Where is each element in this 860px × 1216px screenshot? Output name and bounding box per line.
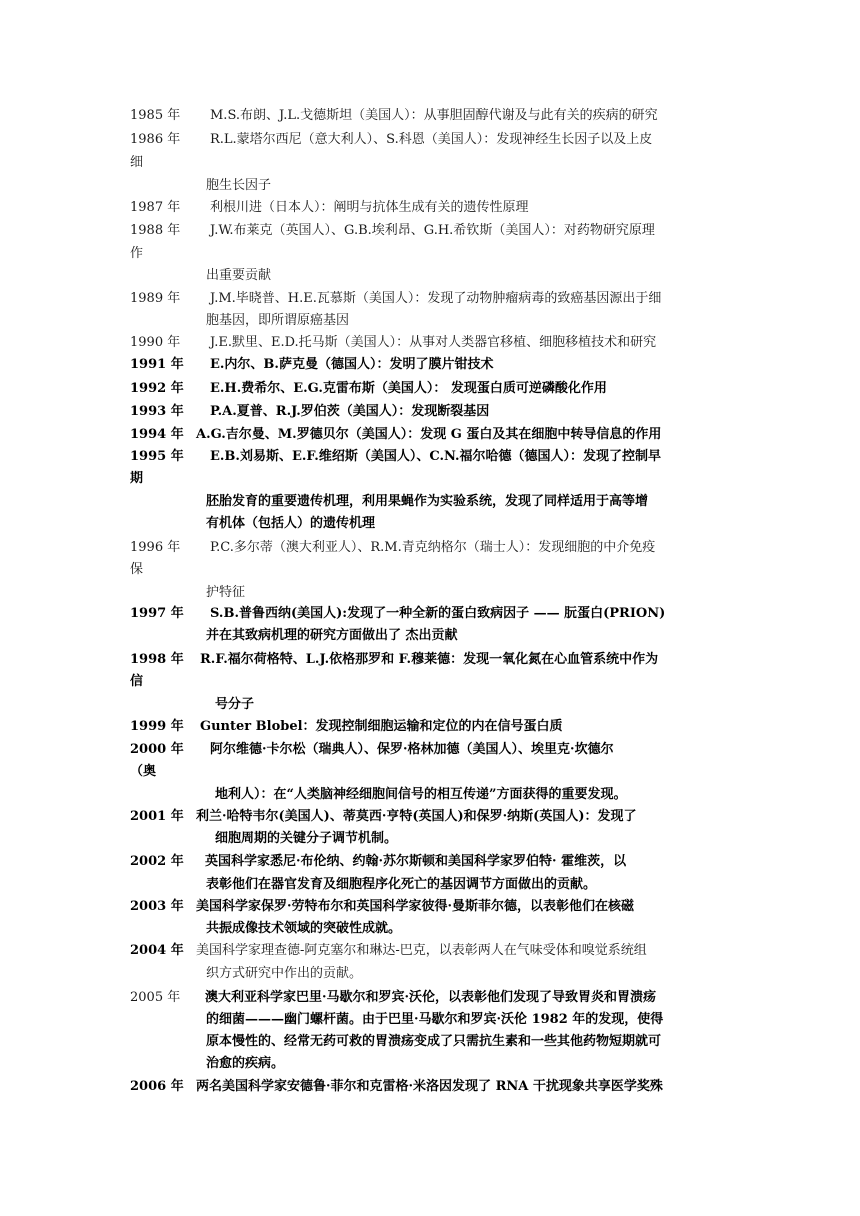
- entry-year: 1997 年: [130, 606, 184, 621]
- entry-text: R.F.福尔荷格特、L.J.依格那罗和 F.穆莱德：发现一氧化氮在心血管系统中作为: [200, 652, 659, 667]
- entry-text-continued: 的细菌———幽门螺杆菌。由于巴里·马歇尔和罗宾·沃伦 1982 年的发现，使得: [206, 1012, 664, 1027]
- entry-year: 1995 年: [130, 449, 184, 464]
- entry-year: 1985 年: [130, 108, 181, 123]
- entry-year: 2002 年: [130, 854, 184, 869]
- entry-text-wrap: 保: [130, 562, 144, 577]
- entry-text-continued: 有机体（包括人）的遗传机理: [206, 516, 376, 531]
- entry-year: 2000 年: [130, 742, 184, 757]
- entry-text: E.B.刘易斯、E.F.维绍斯（美国人）、C.N.福尔哈德（德国人）：发现了控制早: [210, 449, 662, 464]
- entry-year: 2006 年: [130, 1079, 184, 1094]
- entry-text-continued: 胞基因，即所谓原癌基因: [206, 313, 350, 328]
- entry-text: 美国科学家保罗·劳特布尔和英国科学家彼得·曼斯菲尔德，以表彰他们在核磁: [196, 899, 635, 914]
- entry-text: 两名美国科学家安德鲁·菲尔和克雷格·米洛因发现了 RNA 干扰现象共享医学奖殊: [196, 1079, 663, 1094]
- entry-text-continued: 原本慢性的、经常无药可救的胃溃疡变成了只需抗生素和一些其他药物短期就可: [206, 1034, 662, 1049]
- entry-year: 2004 年: [130, 943, 184, 958]
- entry-text-continued: 胚胎发育的重要遗传机理，利用果蝇作为实验系统，发现了同样适用于高等增: [206, 494, 649, 509]
- entry-text-wrap: 期: [130, 471, 144, 486]
- entry-year: 1991 年: [130, 357, 184, 372]
- entry-text-wrap: 作: [130, 246, 144, 261]
- entry-year: 1994 年: [130, 427, 184, 442]
- entry-year: 1987 年: [130, 200, 181, 215]
- entry-text: 利根川进（日本人）：阐明与抗体生成有关的遗传性原理: [210, 200, 529, 215]
- entry-text: J.M.毕晓普、H.E.瓦慕斯（美国人）：发现了动物肿瘤病毒的致癌基因源出于细: [210, 291, 662, 306]
- entry-year: 1996 年: [130, 540, 181, 555]
- entry-text: Gunter Blobel：发现控制细胞运输和定位的内在信号蛋白质: [200, 719, 563, 734]
- entry-text-continued: 并在其致病机理的研究方面做出了 杰出贡献: [206, 628, 458, 643]
- entry-year: 1989 年: [130, 291, 181, 306]
- entry-text: 利兰·哈特韦尔(美国人)、蒂莫西·亨特(英国人)和保罗·纳斯(英国人)：发现了: [196, 809, 637, 824]
- entry-text-continued: 胞生长因子: [206, 178, 272, 193]
- entry-year: 1993 年: [130, 404, 184, 419]
- entry-text-continued: 织方式研究中作出的贡献。: [206, 966, 363, 981]
- entry-year: 1988 年: [130, 223, 181, 238]
- entry-text-continued: 号分子: [215, 697, 255, 712]
- entry-text: E.内尔、B.萨克曼（德国人）：发明了膜片钳技术: [210, 357, 494, 372]
- entry-text: S.B.普鲁西纳(美国人):发现了一种全新的蛋白致病因子 —— 朊蛋白(PRION): [210, 606, 666, 621]
- entry-text: 英国科学家悉尼·布伦纳、约翰·苏尔斯顿和美国科学家罗伯特· 霍维茨，以: [205, 854, 627, 869]
- entry-year: 1999 年: [130, 719, 184, 734]
- entry-year: 1992 年: [130, 381, 184, 396]
- entry-text: 美国科学家理查德-阿克塞尔和琳达-巴克，以表彰两人在气味受体和嗅觉系统组: [196, 943, 647, 958]
- entry-text: P.A.夏普、R.J.罗伯茨（美国人）：发现断裂基因: [210, 404, 490, 419]
- entry-text: M.S.布朗、J.L.戈德斯坦（美国人）：从事胆固醇代谢及与此有关的疾病的研究: [210, 108, 658, 123]
- entry-text: P.C.多尔蒂（澳大利亚人）、R.M.青克纳格尔（瑞士人）：发现细胞的中介免疫: [210, 540, 656, 555]
- entry-text: J.W.布莱克（英国人）、G.B.埃利昂、G.H.希钦斯（美国人）：对药物研究原理: [210, 223, 655, 238]
- entry-text: A.G.吉尔曼、M.罗德贝尔（美国人）：发现 G 蛋白及其在细胞中转导信息的作用: [196, 427, 662, 442]
- entry-text-continued: 细胞周期的关键分子调节机制。: [215, 831, 398, 846]
- entry-text-continued: 护特征: [206, 585, 246, 600]
- entry-year: 2001 年: [130, 809, 184, 824]
- entry-year: 1998 年: [130, 652, 184, 667]
- entry-text-wrap: 细: [130, 155, 144, 170]
- entry-text-continued: 出重要贡献: [206, 268, 272, 283]
- entry-text-continued: 地利人）：在“人类脑神经细胞间信号的相互传递”方面获得的重要发现。: [215, 787, 627, 802]
- entry-text: R.L.蒙塔尔西尼（意大利人）、S.科恩（美国人）：发现神经生长因子以及上皮: [210, 132, 653, 147]
- entry-text: 阿尔维德·卡尔松（瑞典人）、保罗·格林加德（美国人）、埃里克·坎德尔: [210, 742, 614, 757]
- entry-text-continued: 共振成像技术领域的突破性成就。: [206, 921, 402, 936]
- entry-year: 1986 年: [130, 132, 181, 147]
- entry-text-continued: 治愈的疾病。: [206, 1056, 285, 1071]
- entry-year: 2003 年: [130, 899, 184, 914]
- entry-text-continued: 表彰他们在器官发育及细胞程序化死亡的基因调节方面做出的贡献。: [206, 877, 597, 892]
- entry-year: 2005 年: [130, 990, 181, 1005]
- entry-text-wrap: 信: [130, 674, 144, 689]
- entry-year: 1990 年: [130, 335, 181, 350]
- entry-text: 澳大利亚科学家巴里·马歇尔和罗宾·沃伦，以表彰他们发现了导致胃炎和胃溃疡: [205, 990, 657, 1005]
- entry-text-wrap: （奥: [130, 764, 157, 779]
- entry-text: J.E.默里、E.D.托马斯（美国人）：从事对人类器官移植、细胞移植技术和研究: [210, 335, 657, 350]
- entry-text: E.H.费希尔、E.G.克雷布斯（美国人）： 发现蛋白质可逆磷酸化作用: [210, 381, 607, 396]
